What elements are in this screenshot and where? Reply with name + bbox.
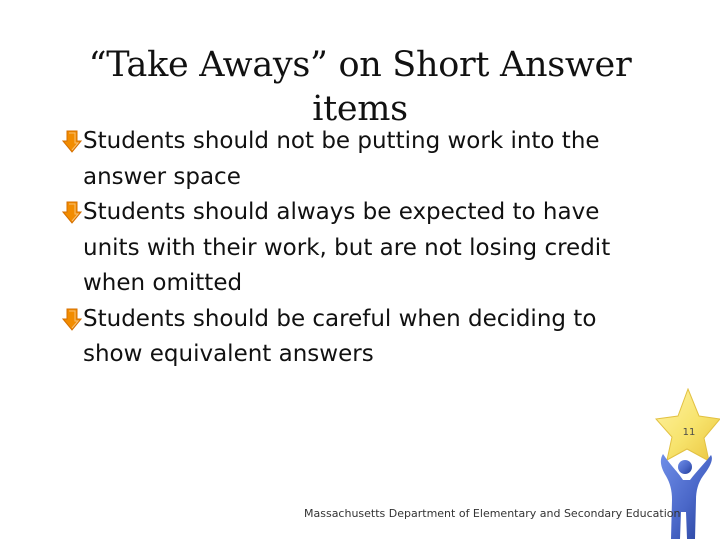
bullet-list	[62, 124, 672, 373]
arrow-down-icon	[62, 308, 82, 332]
footer-text: Massachusetts Department of Elementary and Secondary Education	[304, 507, 681, 520]
slide-title-line-1: “Take Aways” on Short Answer	[88, 45, 632, 86]
slide-title-line-2: items	[312, 89, 408, 130]
arrow-down-icon	[62, 201, 82, 225]
bullet-1-line-2: answer space	[83, 163, 241, 190]
bullet-2-line-2: units with their work, but are not losing credit	[83, 234, 611, 261]
slide-title	[60, 43, 660, 131]
bullet-item-2	[62, 195, 672, 302]
arrow-down-icon	[62, 130, 82, 154]
page-number: 11	[682, 427, 696, 438]
bullet-3-line-2: show equivalent answers	[83, 341, 374, 367]
bullet-1-line-1: Students should not be putting work into the	[83, 128, 600, 154]
bullet-2-line-1: Students should always be expected to have	[83, 199, 600, 225]
bullet-item-1	[62, 124, 672, 195]
bullet-2-line-3: when omitted	[83, 270, 243, 296]
bullet-item-3	[62, 302, 672, 373]
bullet-3-line-1: Students should be careful when deciding to	[83, 305, 597, 332]
